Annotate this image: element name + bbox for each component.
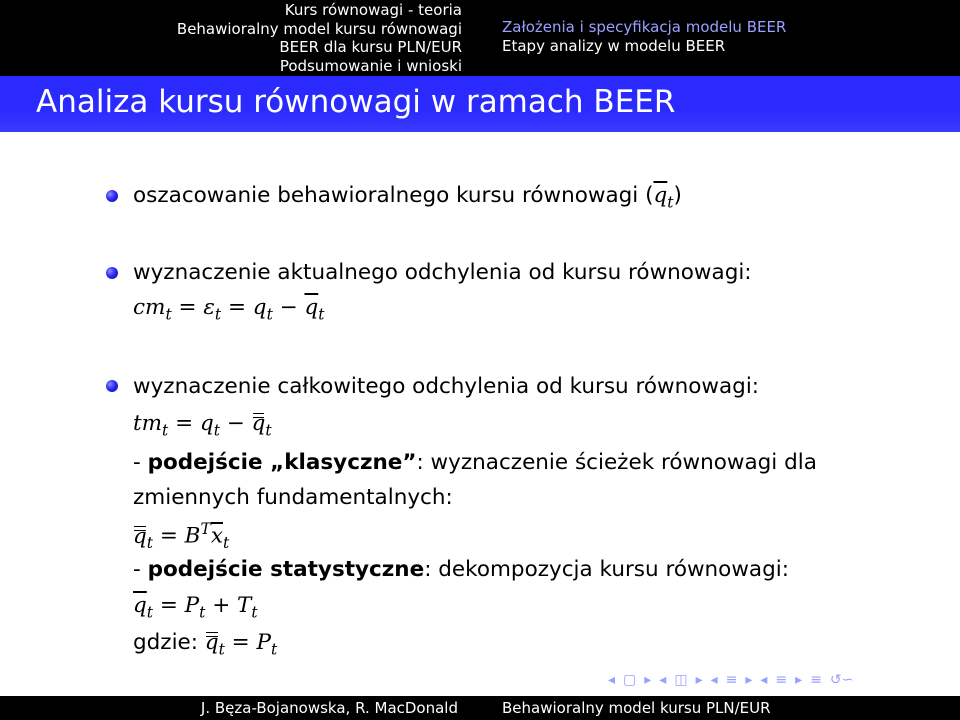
p-symbol: P [184,593,200,618]
subscript-t: t [162,421,169,440]
frame-title: Analiza kursu równowagi w ramach BEER [36,84,676,120]
nav-section-3[interactable]: BEER dla kursu PLN/EUR [279,38,462,56]
plus-sign: + [205,593,238,618]
align-icon[interactable]: ≡ [810,672,822,688]
subscript-t: t [165,305,172,324]
subsection-icon[interactable]: ≡ [775,672,788,688]
subscript-t: t [218,640,225,659]
subscript-t: t [266,305,273,324]
subscript-t: t [222,533,230,552]
cm-symbol: cm [133,295,166,320]
formula-cm [133,295,324,323]
q-bar-symbol: $\overline{q}$ [304,295,319,320]
section-prev-icon[interactable]: ◂ [710,672,718,688]
section-icon[interactable]: ≡ [725,672,738,688]
nav-section-1[interactable]: Kurs równowagi - teoria [284,1,462,19]
subsection-prev-icon[interactable]: ◂ [760,672,768,688]
dash-prefix: - [133,557,148,582]
q-double-bar-symbol: q [251,411,266,436]
subscript-t: t [667,193,674,212]
dash-prefix: - [133,450,148,475]
formula-beta [133,520,229,552]
minus-sign: − [219,411,252,436]
classic-approach-label: podejście „klasyczne” [147,450,417,475]
subscript-t: t [199,603,206,622]
nav-subsection-1[interactable]: Założenia i specyfikacja modelu BEER [502,18,787,36]
equals-sign: = [152,523,185,549]
tm-symbol: tm [133,411,163,436]
footer-bar [0,696,960,720]
transpose-superscript: T [200,520,211,538]
frame-prev-icon[interactable]: ◂ [608,672,616,688]
item-1-close: ) [673,183,682,208]
subscript-t: t [265,421,272,440]
subsection-navigation [480,0,960,76]
subscript-t: t [318,305,325,324]
item-1 [133,183,682,211]
nav-section-2[interactable]: Behawioralny model kursu równowagi [176,19,462,38]
nav-section-4[interactable]: Podsumowanie i wnioski [279,56,462,75]
formula-tm [133,411,272,439]
subscript-t: t [214,305,222,324]
q-symbol: q [199,411,214,436]
bullet-icon [106,380,118,392]
equals-sign: = [168,411,200,436]
q-double-bar-symbol: q [133,523,147,549]
subframe-prev-icon[interactable]: ◂ [659,672,667,688]
classic-approach-line-2: zmiennych fundamentalnych: [133,485,453,510]
equals-sign: = [221,295,253,320]
bullet-icon [106,190,118,202]
p-symbol: P [256,630,271,655]
formula-decomposition [133,593,258,621]
section-next-icon[interactable]: ▸ [745,672,753,688]
gdzie-line [133,630,277,658]
x-bar-symbol: $\overline{x}$ [210,523,223,549]
nav-subsection-2[interactable]: Etapy analizy w modelu BEER [502,36,726,55]
t-symbol: T [237,593,252,618]
section-navigation [0,0,480,76]
minus-sign: − [272,295,305,320]
subframe-next-icon[interactable]: ▸ [695,672,703,688]
subscript-t: t [213,421,220,440]
classic-approach-line [133,450,817,475]
q-double-bar-symbol: q [204,630,219,655]
gdzie-label: gdzie: [133,630,205,655]
frame-icon[interactable]: ▢ [623,672,637,688]
classic-approach-text: : wyznaczenie ścieżek równowagi dla [416,450,817,475]
q-symbol: q [252,295,267,320]
equals-sign: = [171,295,204,320]
header-bar [0,0,960,76]
q-bar-symbol: $\overline{q}$ [653,183,668,208]
beamer-navigation-symbols [608,670,952,690]
equals-sign: = [224,630,257,655]
subscript-t: t [146,533,153,552]
subsection-next-icon[interactable]: ▸ [795,672,803,688]
frame-next-icon[interactable]: ▸ [644,672,652,688]
q-bar-symbol: $\overline{q}$ [133,593,147,618]
footer-authors: J. Bęza-Bojanowska, R. MacDonald [0,696,480,720]
item-2: wyznaczenie aktualnego odchylenia od kursu równowagi: [133,260,752,285]
subscript-t: t [146,603,153,622]
item-1-text: oszacowanie behawioralnego kursu równowagi ( [133,183,654,208]
search-icon[interactable]: ↺∽ [829,672,854,688]
epsilon-symbol: ε [203,295,215,320]
subscript-t: t [251,603,258,622]
item-3: wyznaczenie całkowitego odchylenia od kursu równowagi: [133,374,760,399]
statistical-approach-text: : dekompozycja kursu równowagi: [424,557,789,582]
subscript-t: t [271,640,278,659]
statistical-approach-label: podejście statystyczne [147,557,425,582]
footer-short-title: Behawioralny model kursu PLN/EUR [480,696,960,720]
bullet-icon [106,267,118,279]
b-symbol: B [184,523,201,549]
frames-icon[interactable]: ◫ [674,672,688,688]
statistical-approach-line [133,557,789,582]
equals-sign: = [152,593,185,618]
